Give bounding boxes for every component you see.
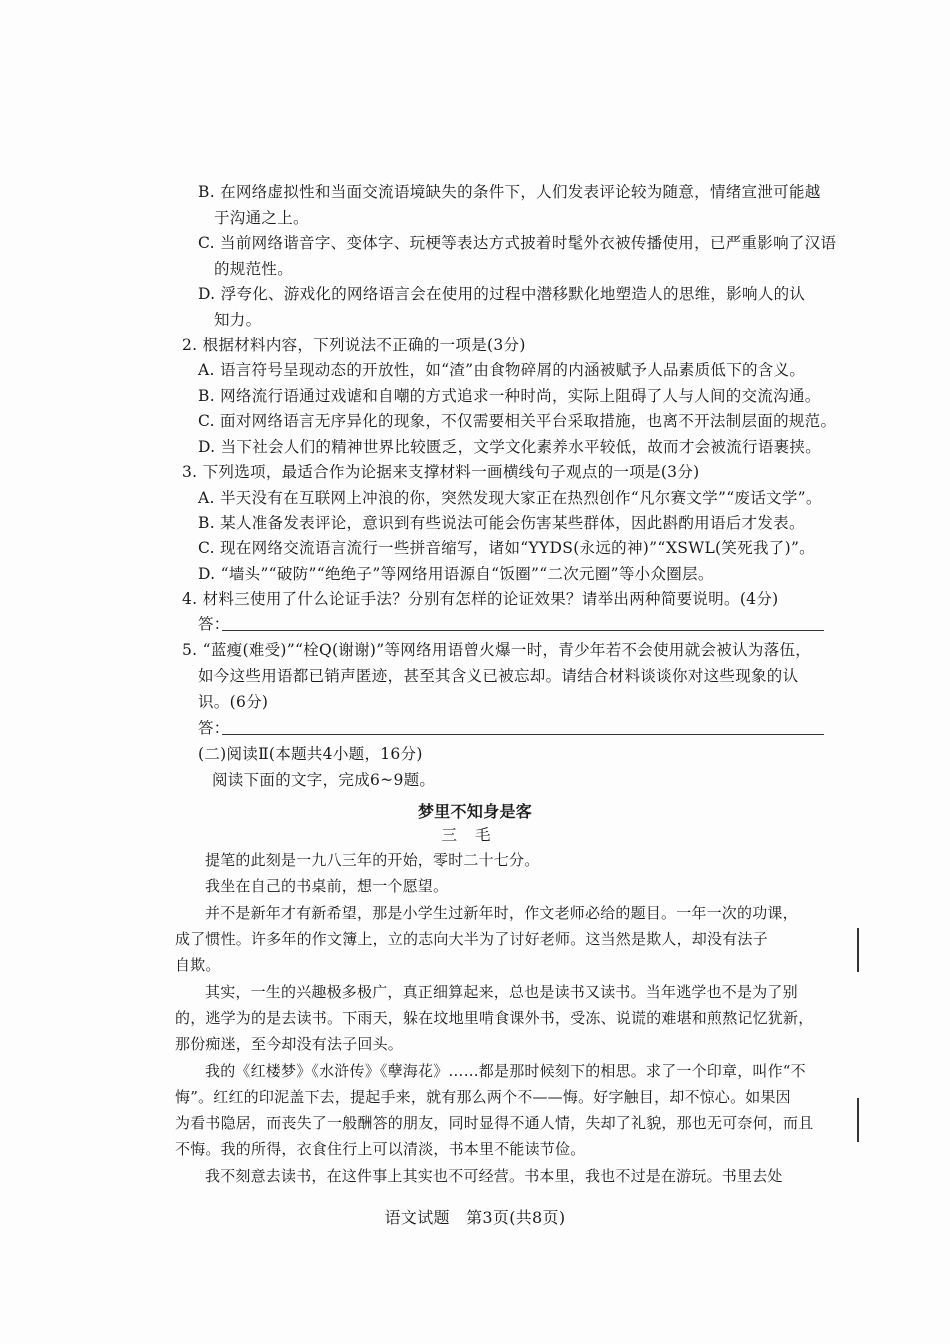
q1-option-b-line2: 于沟通之上。 [214, 209, 309, 227]
q3-stem: 3. 下列选项，最适合作为论据来支撑材料一画横线句子观点的一项是(3分) [182, 463, 700, 481]
q5-stem-line2: 如今这些用语都已销声匿迹，甚至其含义已被忘却。请结合材料谈谈你对这些现象的认 [198, 667, 799, 685]
article-paragraph-2: 我坐在自己的书桌前，想一个愿望。 [205, 877, 449, 895]
q5-stem-line1: 5. “蓝瘦(难受)”“栓Q(谢谢)”等网络用语曾火爆一时，青少年若不会使用就会被认为落伍， [182, 641, 812, 659]
article-paragraph-4-line1: 其实，一生的兴趣极多极广，真正细算起来，总也是读书又读书。当年逃学也不是为了别 [205, 983, 798, 1001]
margin-mark-2 [857, 1098, 859, 1142]
q2-option-b: B. 网络流行语通过戏谑和自嘲的方式追求一种时尚，实际上阻碍了人与人间的交流沟通。 [198, 387, 821, 405]
q3-option-c: C. 现在网络交流语言流行一些拼音缩写，诸如“YYDS(永远的神)”“XSWL(笑死我了)”。 [198, 539, 815, 557]
section-instruction: 阅读下面的文字，完成6~9题。 [212, 771, 436, 789]
q4-answer-line[interactable] [222, 630, 824, 631]
article-author: 三毛 [441, 826, 509, 844]
q1-option-c-line1: C. 当前网络谐音字、变体字、玩梗等表达方式披着时髦外衣被传播使用，已严重影响了汉语 [198, 234, 837, 252]
q5-answer-line[interactable] [222, 734, 824, 735]
q3-option-a: A. 半天没有在互联网上冲浪的你，突然发现大家正在热烈创作“凡尔赛文学”“废话文学”。 [198, 489, 822, 507]
article-paragraph-3-line2: 成了惯性。许多年的作文簿上，立的志向大半为了讨好老师。这当然是欺人，却没有法子 [175, 930, 768, 948]
article-paragraph-3-line1: 并不是新年才有新希望，那是小学生过新年时，作文老师必给的题目。一年一次的功课， [205, 904, 798, 922]
q4-answer-label: 答： [198, 615, 230, 633]
q1-option-b-line1: B. 在网络虚拟性和当面交流语境缺失的条件下，人们发表评论较为随意，情绪宣泄可能越 [198, 183, 821, 201]
q4-stem: 4. 材料三使用了什么论证手法？分别有怎样的论证效果？请举出两种简要说明。(4分) [182, 590, 779, 608]
article-paragraph-3-line3: 自欺。 [175, 956, 221, 974]
article-paragraph-4-line3: 那份痴迷，至今却没有法子回头。 [175, 1035, 404, 1053]
q2-option-c: C. 面对网络语言无序异化的现象，不仅需要相关平台采取措施，也离不开法制层面的规范。 [198, 412, 837, 430]
article-title: 梦里不知身是客 [417, 802, 533, 821]
article-paragraph-5-line1: 我的《红楼梦》《水浒传》《孽海花》……都是那时候刻下的相思。求了一个印章，叫作“不 [205, 1062, 806, 1080]
article-paragraph-1: 提笔的此刻是一九八三年的开始，零时二十七分。 [205, 851, 540, 869]
q5-answer-label: 答： [198, 719, 230, 737]
q1-option-d-line2: 知力。 [214, 311, 262, 329]
q2-option-d: D. 当下社会人们的精神世界比较匮乏，文学文化素养水平较低，故而才会被流行语裹挟。 [198, 438, 822, 456]
margin-mark-1 [857, 928, 859, 972]
q3-option-d: D. “墙头”“破防”“绝绝子”等网络用语源自“饭圈”“二次元圈”等小众圈层。 [198, 565, 714, 583]
q5-stem-line3: 识。(6分) [198, 693, 269, 711]
section-heading: (二)阅读Ⅱ(本题共4小题，16分) [198, 745, 423, 763]
article-paragraph-5-line2: 悔”。红红的印泥盖下去，提起手来，就有那么两个不——悔。好字触目，却不惊心。如果因 [175, 1088, 791, 1106]
article-paragraph-4-line2: 的，逃学为的是去读书。下雨天，躲在坟地里啃食课外书，受冻、说谎的难堪和煎熬记忆犹新， [175, 1009, 814, 1027]
q3-option-b: B. 某人准备发表评论，意识到有些说法可能会伤害某些群体，因此斟酌用语后才发表。 [198, 514, 805, 532]
q1-option-d-line1: D. 浮夸化、游戏化的网络语言会在使用的过程中潜移默化地塑造人的思维，影响人的认 [198, 285, 806, 303]
q2-stem: 2. 根据材料内容，下列说法不正确的一项是(3分) [182, 336, 526, 354]
q1-option-c-line2: 的规范性。 [214, 260, 294, 278]
article-paragraph-6-line1: 我不刻意去读书，在这件事上其实也不可经营。书本里，我也不过是在游玩。书里去处 [205, 1167, 783, 1185]
article-paragraph-5-line3: 为看书隐居，而丧失了一般酬答的朋友，同时显得不通人情，失却了礼貌，那也无可奈何，而且 [175, 1114, 814, 1132]
article-paragraph-5-line4: 不悔。我的所得，衣食住行上可以清淡，书本里不能读节俭。 [175, 1140, 586, 1158]
q2-option-a: A. 语言符号呈现动态的开放性，如“渣”由食物碎屑的内涵被赋予人品素质低下的含义。 [198, 361, 806, 379]
page-footer: 语文试题 第3页(共8页) [384, 1208, 566, 1227]
